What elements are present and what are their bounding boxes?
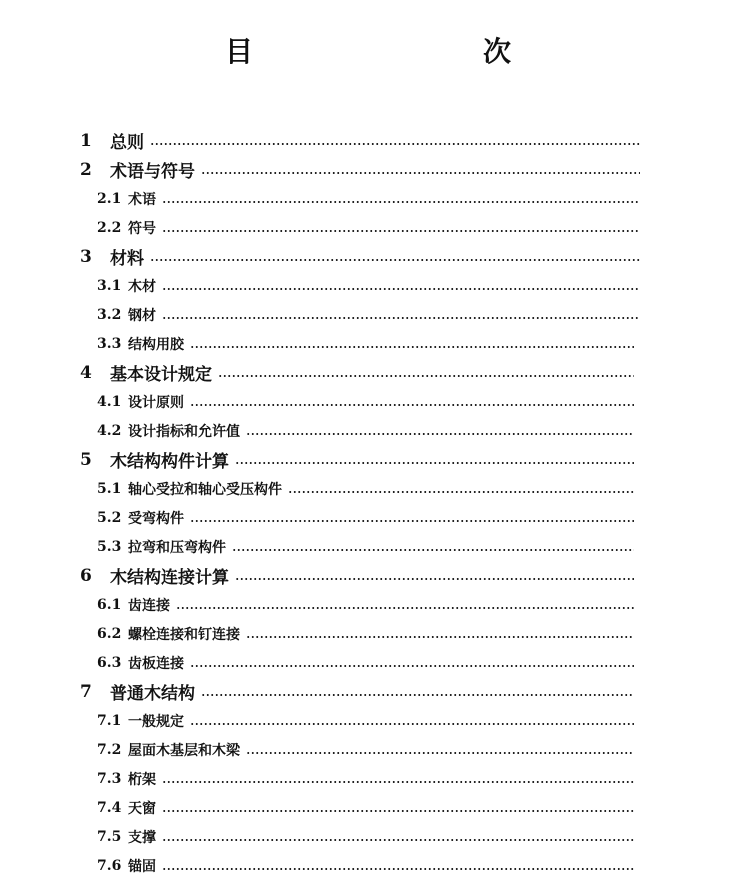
toc-entry[interactable] — [0, 793, 736, 822]
toc-entry-number: 5.1 — [97, 480, 122, 497]
toc-entry[interactable] — [0, 590, 736, 619]
toc-entry[interactable] — [0, 213, 736, 242]
toc-entry-title: 齿板连接 — [128, 655, 184, 672]
toc-entry-number: 3.1 — [97, 277, 122, 294]
toc-leader-dots — [162, 839, 634, 841]
toc-entry-number: 7.3 — [97, 770, 122, 787]
toc-leader-dots — [150, 259, 640, 261]
toc-leader-dots — [190, 404, 634, 406]
toc-leader-dots — [232, 549, 634, 551]
toc-entry[interactable] — [0, 184, 736, 213]
toc-entry[interactable] — [0, 706, 736, 735]
toc-entry[interactable] — [0, 416, 736, 445]
toc-entry-title: 结构用胶 — [128, 336, 184, 353]
toc-entry-number: 6.2 — [97, 625, 122, 642]
toc-leader-dots — [190, 723, 634, 725]
toc-entry[interactable] — [0, 329, 736, 358]
toc-entry[interactable] — [0, 445, 736, 474]
toc-entry[interactable] — [0, 735, 736, 764]
toc-leader-dots — [246, 433, 634, 435]
toc-entry[interactable] — [0, 300, 736, 329]
toc-entry-title: 木结构构件计算 — [110, 452, 229, 472]
toc-entry[interactable] — [0, 619, 736, 648]
toc-entry-number: 7 — [80, 681, 92, 702]
toc-entry-title: 齿连接 — [128, 597, 170, 614]
toc-entry[interactable] — [0, 503, 736, 532]
toc-entry-title: 屋面木基层和木梁 — [128, 742, 240, 759]
toc-leader-dots — [235, 578, 634, 580]
toc-entry-title: 一般规定 — [128, 713, 184, 730]
toc-entry-title: 普通木结构 — [110, 684, 195, 704]
table-of-contents — [0, 126, 736, 880]
toc-leader-dots — [162, 781, 634, 783]
toc-leader-dots — [176, 607, 634, 609]
toc-leader-dots — [190, 665, 634, 667]
toc-entry-number: 7.6 — [97, 857, 122, 874]
toc-entry[interactable] — [0, 242, 736, 271]
toc-entry-title: 符号 — [128, 220, 156, 237]
toc-leader-dots — [162, 317, 640, 319]
toc-leader-dots — [162, 230, 640, 232]
toc-entry-number: 2 — [80, 159, 92, 180]
toc-leader-dots — [246, 752, 634, 754]
toc-leader-dots — [201, 694, 634, 696]
toc-leader-dots — [162, 201, 640, 203]
toc-entry-number: 3.3 — [97, 335, 122, 352]
toc-entry-number: 7.4 — [97, 799, 122, 816]
toc-entry[interactable] — [0, 358, 736, 387]
toc-entry[interactable] — [0, 474, 736, 503]
toc-entry-number: 4.2 — [97, 422, 122, 439]
toc-leader-dots — [190, 520, 634, 522]
toc-entry-number: 7.5 — [97, 828, 122, 845]
toc-entry-title: 受弯构件 — [128, 510, 184, 527]
toc-entry-title: 术语与符号 — [110, 162, 195, 182]
toc-entry-number: 4.1 — [97, 393, 122, 410]
toc-entry-number: 5.3 — [97, 538, 122, 555]
toc-entry-title: 支撑 — [128, 829, 156, 846]
toc-entry-number: 7.2 — [97, 741, 122, 758]
toc-entry-number: 2.1 — [97, 190, 122, 207]
toc-entry-title: 拉弯和压弯构件 — [128, 539, 226, 556]
toc-entry[interactable] — [0, 561, 736, 590]
toc-entry[interactable] — [0, 271, 736, 300]
toc-entry-number: 5 — [80, 449, 92, 470]
toc-leader-dots — [150, 143, 640, 145]
toc-entry-number: 2.2 — [97, 219, 122, 236]
toc-entry-number: 6.1 — [97, 596, 122, 613]
toc-entry[interactable] — [0, 155, 736, 184]
toc-entry-number: 3 — [80, 246, 92, 267]
toc-leader-dots — [235, 462, 634, 464]
toc-entry-title: 总则 — [110, 133, 144, 153]
page-title: 目 次 — [224, 35, 569, 68]
toc-entry-number: 3.2 — [97, 306, 122, 323]
toc-entry[interactable] — [0, 387, 736, 416]
toc-leader-dots — [162, 810, 634, 812]
toc-leader-dots — [201, 172, 640, 174]
toc-entry-title: 木材 — [128, 278, 156, 295]
toc-leader-dots — [246, 636, 634, 638]
toc-entry[interactable] — [0, 677, 736, 706]
toc-entry-title: 桁架 — [128, 771, 156, 788]
toc-entry-title: 设计指标和允许值 — [128, 423, 240, 440]
toc-entry-title: 锚固 — [128, 858, 156, 875]
toc-entry-number: 6.3 — [97, 654, 122, 671]
toc-entry-title: 基本设计规定 — [110, 365, 212, 385]
toc-entry-title: 术语 — [128, 191, 156, 208]
toc-entry[interactable] — [0, 532, 736, 561]
toc-leader-dots — [162, 868, 634, 870]
toc-entry-number: 5.2 — [97, 509, 122, 526]
toc-entry-number: 6 — [80, 565, 92, 586]
toc-entry-title: 木结构连接计算 — [110, 568, 229, 588]
toc-entry-title: 钢材 — [128, 307, 156, 324]
toc-entry-number: 4 — [80, 362, 92, 383]
toc-entry-title: 设计原则 — [128, 394, 184, 411]
toc-entry[interactable] — [0, 126, 736, 155]
toc-entry-title: 螺栓连接和钉连接 — [128, 626, 240, 643]
toc-entry-number: 7.1 — [97, 712, 122, 729]
toc-entry-title: 天窗 — [128, 800, 156, 817]
toc-leader-dots — [288, 491, 634, 493]
toc-leader-dots — [162, 288, 640, 290]
toc-entry[interactable] — [0, 764, 736, 793]
toc-entry[interactable] — [0, 648, 736, 677]
toc-leader-dots — [190, 346, 634, 348]
toc-leader-dots — [218, 375, 634, 377]
toc-entry[interactable] — [0, 822, 736, 851]
toc-entry-title: 材料 — [110, 249, 144, 269]
toc-entry-title: 轴心受拉和轴心受压构件 — [128, 481, 282, 498]
toc-entry-number: 1 — [80, 130, 92, 151]
